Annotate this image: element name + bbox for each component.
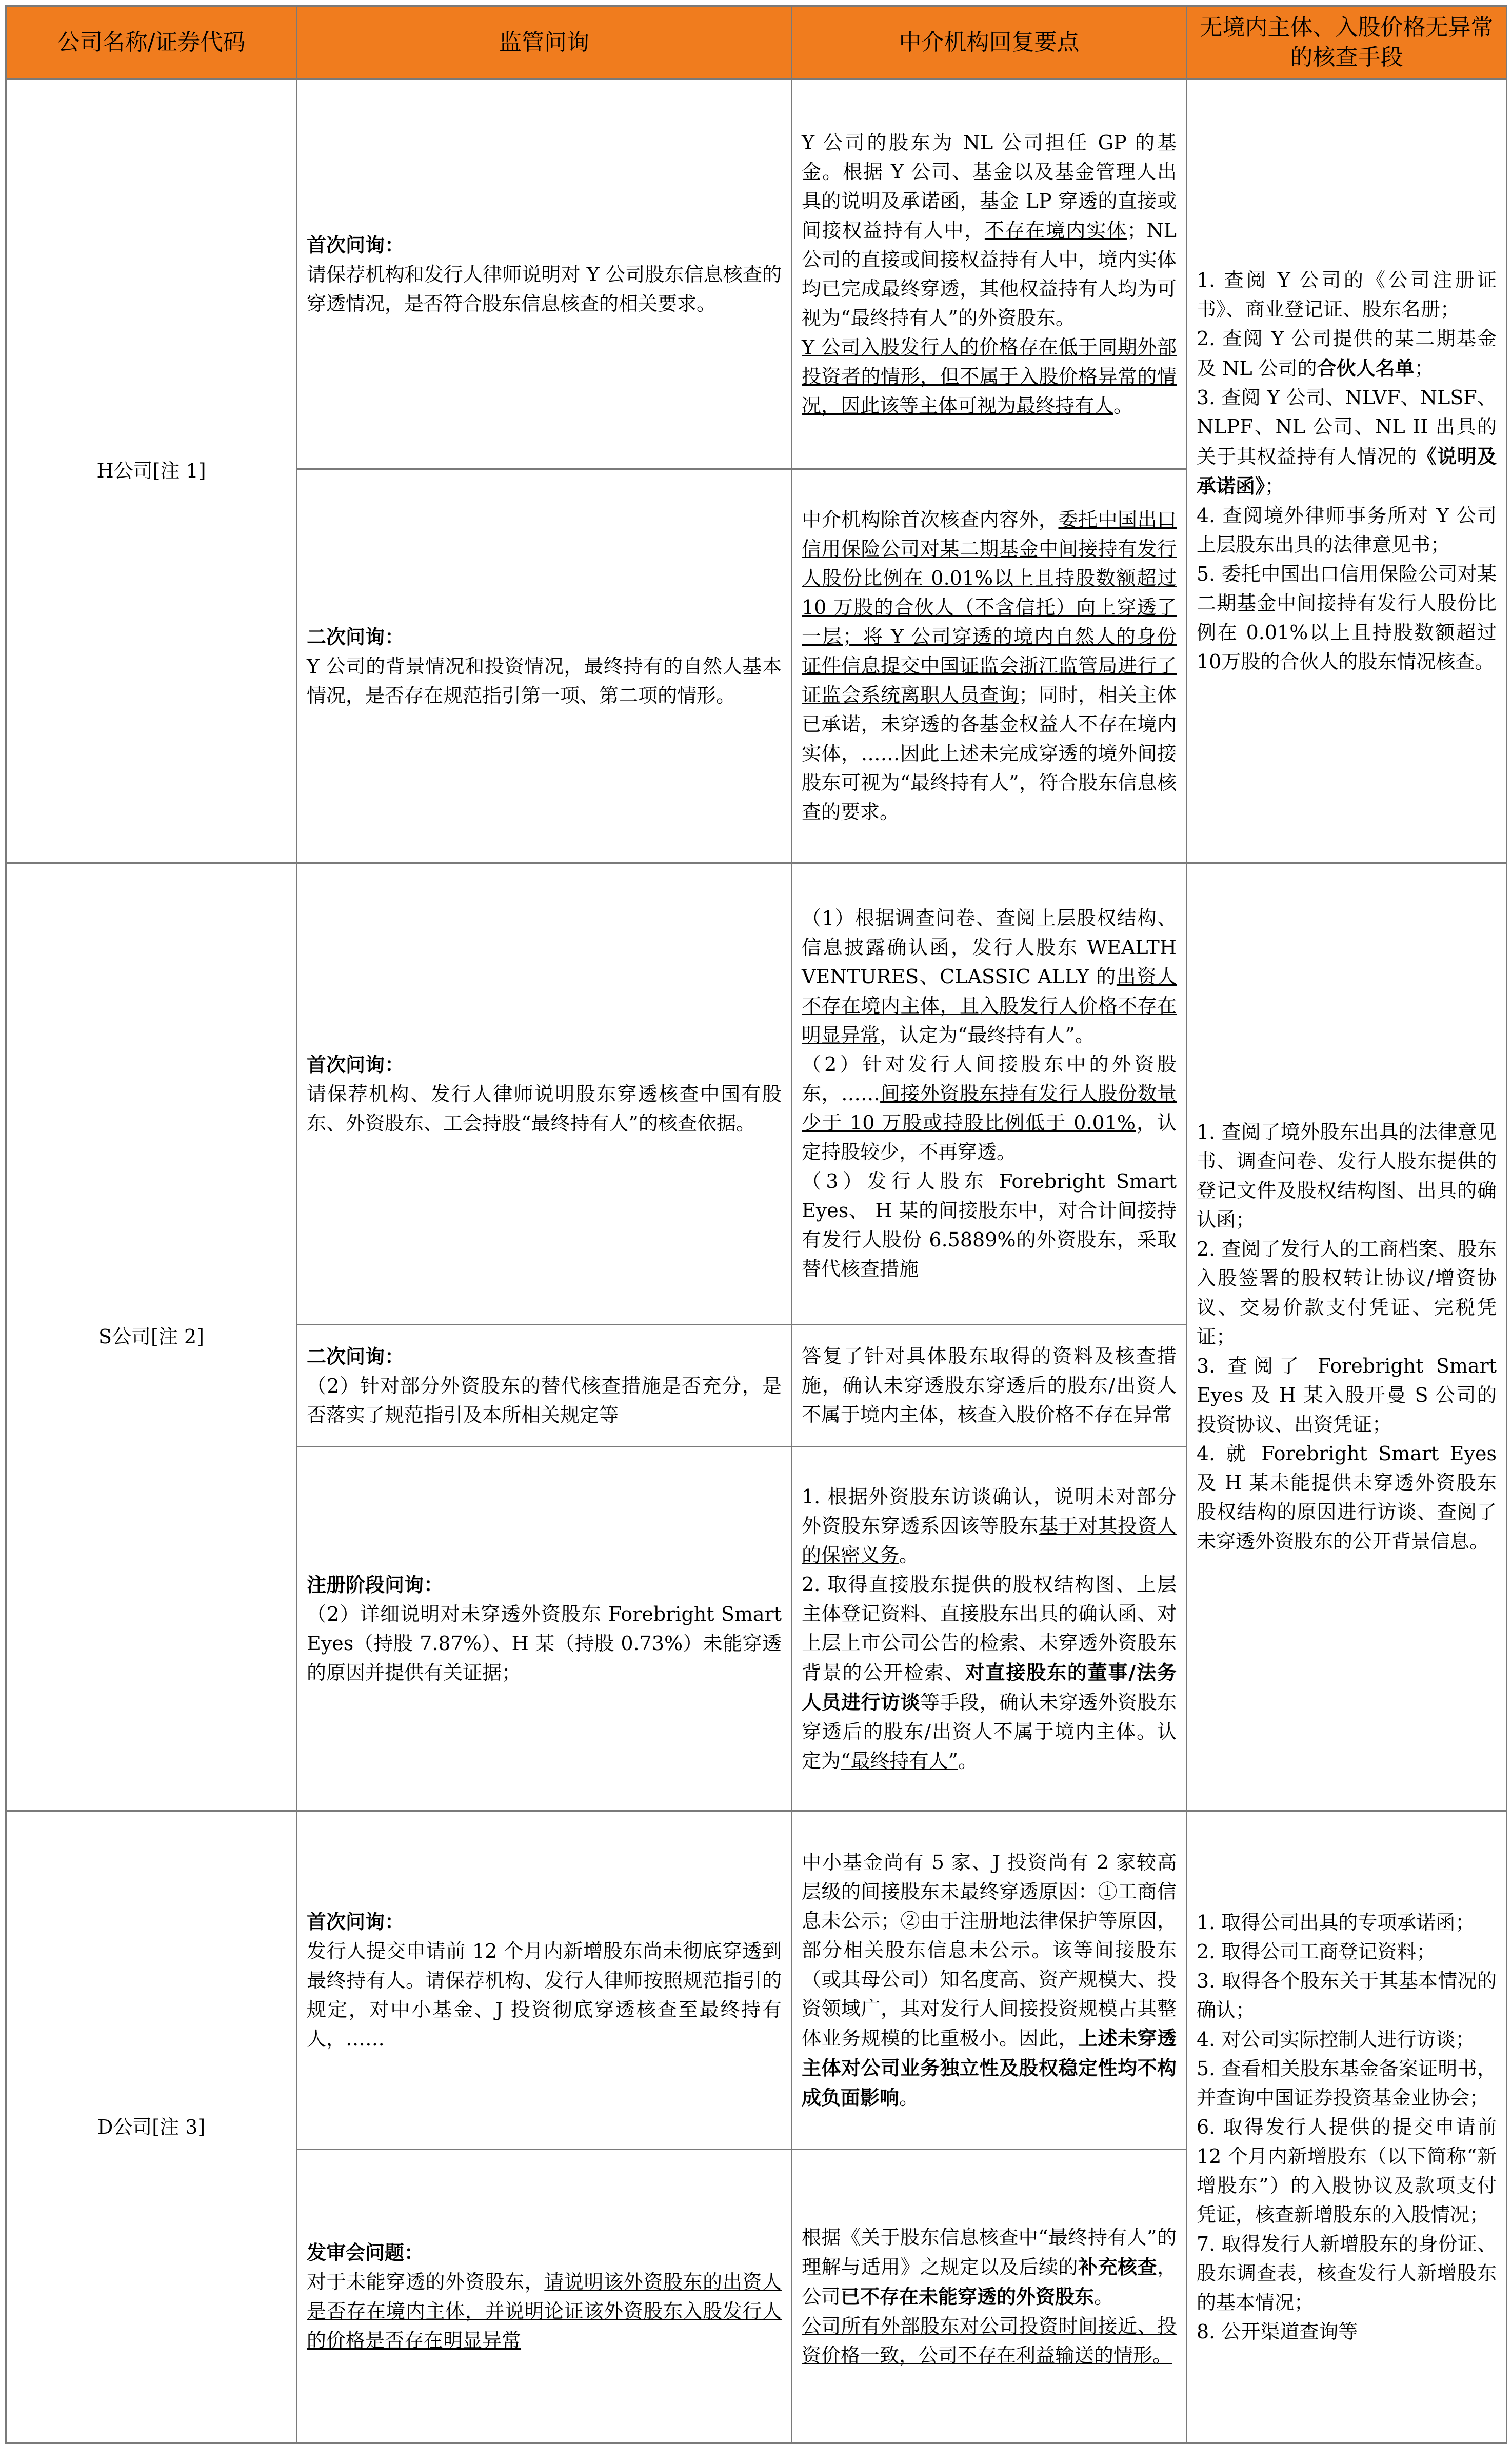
reply-text: 。: [1094, 2285, 1114, 2308]
reply-text: （2）针对发行人间接股东中的外资股东，……: [802, 1053, 1177, 1105]
disclosure-table-frame: [5, 5, 1506, 2435]
reply-emphasis: 上述未穿透主体对公司业务独立性及股权稳定性均不构成负面影响: [802, 2026, 1177, 2109]
header-checks: 无境内主体、入股价格无异常的核查手段: [1187, 6, 1507, 80]
reply-underline: “最终持有人”: [841, 1749, 958, 1772]
inquiry-cell: [297, 1447, 792, 1811]
check-emphasis: 《说明及承诺函》: [1197, 445, 1497, 498]
inquiry-title: 注册阶段问询：: [307, 1573, 444, 1596]
header-row: [6, 6, 1507, 80]
reply-cell: [792, 1811, 1187, 2150]
reply-text: ，认定为“最终持有人”。: [880, 1024, 1095, 1046]
checks-cell: [1187, 863, 1507, 1811]
header-company: 公司名称/证券代码: [6, 6, 297, 80]
inquiry-text: 发行人提交申请前 12 个月内新增股东尚未彻底穿透到最终持有人。请保荐机构、发行人律师按照规范指引的规定，对中小基金、J 投资彻底穿透核查至最终持有人，……: [307, 1939, 782, 2050]
check-item: 2. 取得公司工商登记资料；: [1197, 1940, 1436, 1963]
inquiry-title: 二次问询：: [307, 625, 405, 648]
reply-text: 中小基金尚有 5 家、J 投资尚有 2 家较高层级的间接股东未最终穿透原因：①工商信息未公示；②由于注册地法律保护等原因，部分相关股东信息未公示。该等间接股东（或其母公司）知名度高、资产规模大、投资领域广，其对发行人间接投资规模占其整体业务规模的比重极小。因此，: [802, 1851, 1177, 2050]
inquiry-title: 首次问询：: [307, 1910, 405, 1933]
check-item: 5. 委托中国出口信用保险公司对某二期基金中间接持有发行人股份比例在 0.01%以上且持股数额超过 10万股的合伙人的股东情况核查。: [1197, 563, 1497, 673]
reply-text: （3）发行人股东 Forebright Smart Eyes、 H 某的间接股东中，对合计间接持有发行人股份 6.5889%的外资股东，采取替代核查措施: [802, 1170, 1177, 1280]
company-cell: S公司[注 2]: [6, 863, 297, 1811]
inquiry-text: 请保荐机构、发行人律师说明股东穿透核查中国有股东、外资股东、工会持股“最终持有人”的核查依据。: [307, 1082, 782, 1135]
check-emphasis: 合伙人名单: [1317, 356, 1415, 380]
reply-underline: 出资人不存在境内主体，且入股发行人价格不存在明显异常: [802, 965, 1177, 1046]
reply-emphasis: 补充核查: [1078, 2255, 1157, 2278]
check-item: ；: [1265, 475, 1285, 498]
reply-text: 中介机构除首次核查内容外，: [802, 508, 1059, 531]
inquiry-title: 发审会问题：: [307, 2240, 424, 2264]
check-item: 1. 取得公司出具的专项承诺函；: [1197, 1911, 1475, 1934]
inquiry-text: （2）针对部分外资股东的替代核查措施是否充分，是否落实了规范指引及本所相关规定等: [307, 1374, 782, 1426]
shareholder-verification-table: [5, 5, 1507, 2444]
table-row: [6, 1811, 1507, 2150]
inquiry-text: （2）详细说明对未穿透外资股东 Forebright Smart Eyes（持股 7.87%）、H 某（持股 0.73%）未能穿透的原因并提供有关证据；: [307, 1603, 782, 1684]
check-item: 4. 就 Forebright Smart Eyes 及 H 某未能提供未穿透外资股东股权结构的原因进行访谈、查阅了未穿透外资股东的公开背景信息。: [1197, 1442, 1497, 1553]
check-item: 8. 公开渠道查询等: [1197, 2320, 1358, 2343]
reply-text: 。: [899, 1543, 919, 1566]
check-item: 3. 查阅 Y 公司、NLVF、NLSF、NLPF、NL 公司、NL II 出具的关于其权益持有人情况的: [1197, 386, 1497, 468]
header-inquiry: 监管问询: [297, 6, 792, 80]
reply-underline: 基于对其投资人的保密义务: [802, 1514, 1177, 1566]
reply-text: ；同时，相关主体已承诺，未穿透的各基金权益人不存在境内实体，……因此上述未完成穿透的境外间接股东可视为“最终持有人”，符合股东信息核查的要求。: [802, 684, 1177, 823]
inquiry-title: 二次问询：: [307, 1344, 405, 1368]
reply-underline: 公司所有外部股东对公司投资时间接近、投资价格一致，公司不存在利益输送的情形。: [802, 2314, 1177, 2367]
reply-text: ，公司: [802, 2255, 1177, 2308]
inquiry-cell: [297, 1325, 792, 1447]
inquiry-text: Y 公司的背景情况和投资情况，最终持有的自然人基本情况，是否存在规范指引第一项、第二项的情形。: [307, 654, 782, 707]
reply-cell: [792, 1447, 1187, 1811]
inquiry-cell: [297, 1811, 792, 2150]
reply-text: 2. 取得直接股东提供的股权结构图、上层主体登记资料、直接股东出具的确认函、对上层上市公司公告的检索、未穿透外资股东背景的公开检索、: [802, 1573, 1177, 1684]
check-item: 4. 对公司实际控制人进行访谈；: [1197, 2028, 1475, 2051]
reply-cell: [792, 2150, 1187, 2443]
reply-cell: [792, 1325, 1187, 1447]
inquiry-title: 首次问询：: [307, 233, 405, 256]
reply-text: 答复了针对具体股东取得的资料及核查措施，确认未穿透股东穿透后的股东/出资人不属于境内主体，核查入股价格不存在异常: [802, 1345, 1177, 1426]
check-item: 5. 查看相关股东基金备案证明书，并查询中国证券投资基金业协会；: [1197, 2057, 1497, 2109]
inquiry-cell: [297, 2150, 792, 2443]
reply-text: 。: [958, 1749, 978, 1772]
reply-text: 。: [899, 2086, 919, 2109]
check-item: 3. 查阅了 Forebright Smart Eyes 及 H 某入股开曼 S 公司的投资协议、出资凭证；: [1197, 1355, 1497, 1436]
check-item: ；: [1414, 357, 1434, 380]
reply-emphasis: 对直接股东的董事/法务人员进行访谈: [802, 1660, 1177, 1714]
inquiry-cell: [297, 80, 792, 469]
inquiry-title: 首次问询：: [307, 1052, 405, 1076]
company-cell: H公司[注 1]: [6, 80, 297, 863]
reply-text: 等手段，确认未穿透外资股东穿透后的股东/出资人不属于境内主体。认定为: [802, 1691, 1177, 1772]
reply-text: ，认定持股较少，不再穿透。: [802, 1111, 1177, 1163]
inquiry-cell: [297, 863, 792, 1325]
reply-underline: 间接外资股东持有发行人股份数量少于 10 万股或持股比例低于 0.01%: [802, 1082, 1177, 1134]
check-item: 1. 查阅了境外股东出具的法律意见书、调查问卷、发行人股东提供的登记文件及股权结构图、出具的确认函；: [1197, 1121, 1497, 1231]
checks-cell: [1187, 1811, 1507, 2443]
check-item: 6. 取得发行人提供的提交申请前 12 个月内新增股东（以下简称“新增股东”）的入股协议及款项支付凭证，核查新增股东的入股情况；: [1197, 2115, 1497, 2226]
checks-cell: [1187, 80, 1507, 863]
check-item: 1. 查阅 Y 公司的《公司注册证书》、商业登记证、股东名册；: [1197, 269, 1497, 321]
check-item: 2. 查阅 Y 公司提供的某二期基金及 NL 公司的: [1197, 327, 1497, 380]
table-row: [6, 80, 1507, 469]
check-item: 2. 查阅了发行人的工商档案、股东入股签署的股权转让协议/增资协议、交易价款支付凭证、完税凭证；: [1197, 1238, 1497, 1348]
reply-cell: [792, 80, 1187, 469]
inquiry-text: 请保荐机构和发行人律师说明对 Y 公司股东信息核查的穿透情况，是否符合股东信息核查的相关要求。: [307, 263, 782, 315]
check-item: 4. 查阅境外律师事务所对 Y 公司上层股东出具的法律意见书；: [1197, 504, 1497, 556]
header-reply: 中介机构回复要点: [792, 6, 1187, 80]
reply-text: ；NL 公司的直接或间接权益持有人中，境内实体均已完成最终穿透，其他权益持有人均为可视为“最终持有人”的外资股东。: [802, 218, 1177, 329]
inquiry-text: 对于未能穿透的外资股东，: [307, 2270, 545, 2293]
reply-text: 根据《关于股东信息核查中“最终持有人”的理解与适用》之规定以及后续的: [802, 2226, 1177, 2278]
check-item: 7. 取得发行人新增股东的身份证、股东调查表，核查发行人新增股东的基本情况；: [1197, 2232, 1497, 2314]
reply-underline: 不存在境内实体: [984, 218, 1127, 242]
reply-text: Y 公司的股东为 NL 公司担任 GP 的基金。根据 Y 公司、基金以及基金管理人出具的说明及承诺函，基金 LP 穿透的直接或间接权益持有人中，: [802, 131, 1177, 242]
reply-underline: Y 公司入股发行人的价格存在低于同期外部投资者的情形，但不属于入股价格异常的情况，因此该等主体可视为最终持有人: [802, 335, 1177, 417]
reply-text: 1. 根据外资股东访谈确认，说明未对部分外资股东穿透系因该等股东: [802, 1485, 1177, 1537]
reply-emphasis: 已不存在未能穿透的外资股东: [841, 2284, 1095, 2308]
reply-text: 。: [1113, 394, 1133, 417]
inquiry-cell: [297, 469, 792, 863]
check-item: 3. 取得各个股东关于其基本情况的确认；: [1197, 1969, 1497, 2021]
reply-underline: 委托中国出口信用保险公司对某二期基金中间接持有发行人股份比例在 0.01%以上且持股数额超过 10 万股的合伙人（不含信托）向上穿透了一层；将 Y 公司穿透的境内自然人的身份证件信息提交中国证监会浙江监管局进行了证监会系统离职人员查询: [802, 508, 1177, 706]
company-cell: D公司[注 3]: [6, 1811, 297, 2443]
reply-text: （1）根据调查问卷、查阅上层股权结构、信息披露确认函，发行人股东 WEALTH VENTURES、CLASSIC ALLY 的: [802, 907, 1177, 988]
reply-cell: [792, 863, 1187, 1325]
table-row: [6, 863, 1507, 1325]
inquiry-underline: 请说明该外资股东的出资人是否存在境内主体，并说明论证该外资股东入股发行人的价格是否存在明显异常: [307, 2270, 782, 2352]
reply-cell: [792, 469, 1187, 863]
